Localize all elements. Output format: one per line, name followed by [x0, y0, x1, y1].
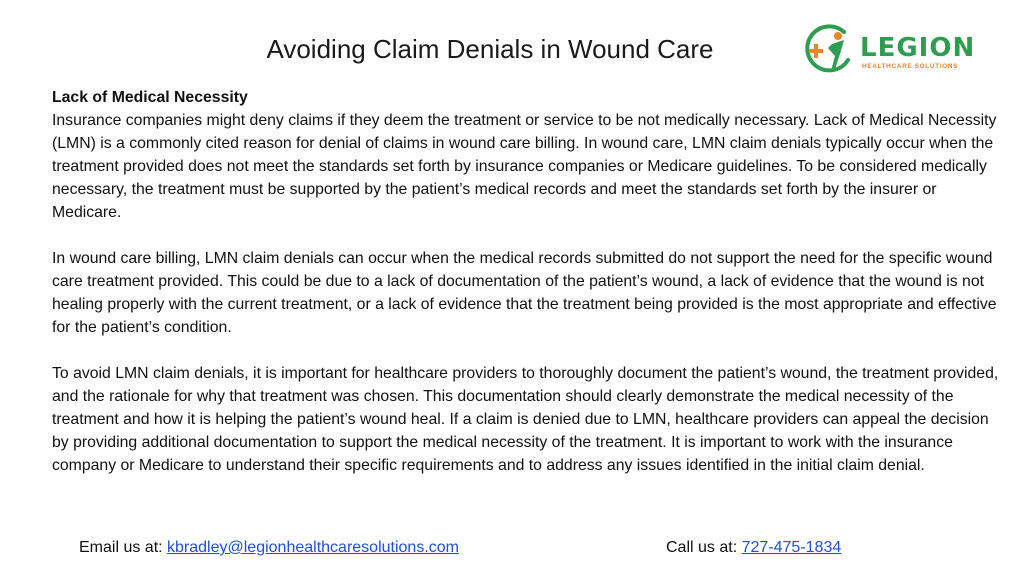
logo-tagline: HEALTHCARE SOLUTIONS	[862, 63, 959, 70]
paragraph-1: Insurance companies might deny claims if they deem the treatment or service to be not medically necessary. Lack of Medical Necessity (LMN) is a commonly cited reason for denial of claims in wound care billing. In wound care, LMN claim denials typically occur when the treatment provided does not meet the standards set forth by insurance companies or Medicare guidelines. To be considered medically necessary, the treatment must be supported by the patient’s medical records and meet the standards set forth by the insurer or Medicare.	[52, 112, 997, 221]
phone-label: Call us at:	[666, 539, 742, 556]
legion-logo	[804, 22, 984, 82]
legion-logo-icon	[804, 24, 854, 80]
footer-email	[79, 539, 459, 557]
section-heading: Lack of Medical Necessity	[52, 89, 248, 106]
footer-phone	[666, 539, 841, 557]
email-label: Email us at:	[79, 539, 168, 556]
logo-name: LEGION	[860, 33, 976, 63]
paragraph-2: In wound care billing, LMN claim denials can occur when the medical records submitted do not support the need for the specific wound care treatment provided. This could be due to a lack of documentation of the patient’s wound, a lack of evidence that the wound is not healing properly with the current treatment, or a lack of evidence that the treatment being provided is the most appropriate and effective for the patient’s condition.	[52, 250, 997, 336]
phone-link[interactable]: 727-475-1834	[741, 539, 842, 556]
email-link[interactable]: kbradley@legionhealthcaresolutions.com	[167, 539, 459, 556]
content-body	[52, 86, 1002, 500]
paragraph-3: To avoid LMN claim denials, it is important for healthcare providers to thoroughly document the patient’s wound, the treatment provided, and the rationale for why that treatment was chosen. This documentation should clearly demonstrate the medical necessity of the treatment and how it is helping the patient’s wound heal. If a claim is denied due to LMN, healthcare providers can appeal the decision by providing additional documentation to support the medical necessity of the treatment. It is important to work with the insurance company or Medicare to understand their specific requirements and to address any issues identified in the initial claim denial.	[52, 365, 999, 474]
slide-title: Avoiding Claim Denials in Wound Care	[266, 34, 714, 64]
